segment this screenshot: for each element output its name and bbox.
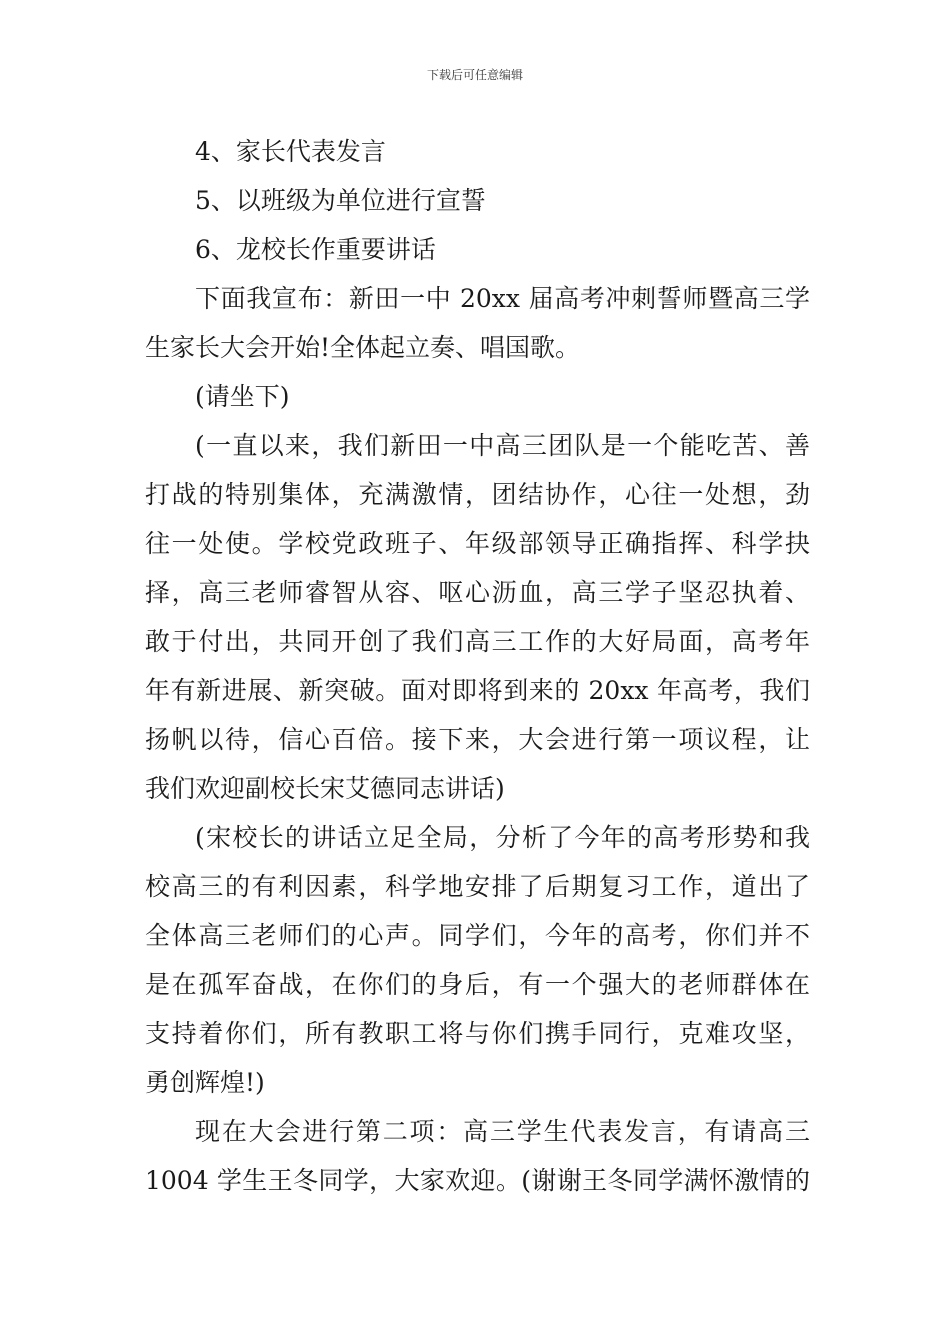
paragraph-line: 现在大会进行第二项：高三学生代表发言，有请高三 [195,1117,810,1146]
paragraph-line: 是在孤军奋战，在你们的身后，有一个强大的老师群体在 [145,970,810,999]
paragraph-line: 年有新进展、新突破。面对即将到来的 20xx 年高考，我们 [145,676,810,705]
document-body [145,127,810,1205]
paragraph-line: (宋校长的讲话立足全局，分析了今年的高考形势和我 [195,823,810,852]
paragraph-line: 1004 学生王冬同学，大家欢迎。(谢谢王冬同学满怀激情的 [145,1166,810,1195]
agenda-item-6: 6、龙校长作重要讲话 [195,235,436,264]
paragraph-line: 敢于付出，共同开创了我们高三工作的大好局面，高考年 [145,627,810,656]
paragraph-line: 校高三的有利因素，科学地安排了后期复习工作，道出了 [145,872,810,901]
paragraph-line: (一直以来，我们新田一中高三团队是一个能吃苦、善 [195,431,810,460]
agenda-item-4: 4、家长代表发言 [195,137,386,166]
paragraph-line: 我们欢迎副校长宋艾德同志讲话) [145,774,505,803]
paragraph-line: 往一处使。学校党政班子、年级部领导正确指挥、科学抉 [145,529,810,558]
paragraph-line: 支持着你们，所有教职工将与你们携手同行，克难攻坚， [145,1019,810,1048]
agenda-item-5: 5、以班级为单位进行宣誓 [195,186,486,215]
paragraph-line: 生家长大会开始!全体起立奏、唱国歌。 [145,333,581,362]
page-header: 下载后可任意编辑 [426,68,523,82]
paragraph-line: 打战的特别集体，充满激情，团结协作，心往一处想，劲 [145,480,810,509]
paragraph-line: 扬帆以待，信心百倍。接下来，大会进行第一项议程，让 [145,725,810,754]
paragraph-line: 全体高三老师们的心声。同学们，今年的高考，你们并不 [145,921,810,950]
paragraph-line: 勇创辉煌!) [145,1068,265,1097]
paragraph-line: 下面我宣布：新田一中 20xx 届高考冲刺誓师暨高三学 [195,284,810,313]
paragraph-line: (请坐下) [195,382,290,411]
paragraph-line: 择，高三老师睿智从容、呕心沥血，高三学子坚忍执着、 [145,578,810,607]
